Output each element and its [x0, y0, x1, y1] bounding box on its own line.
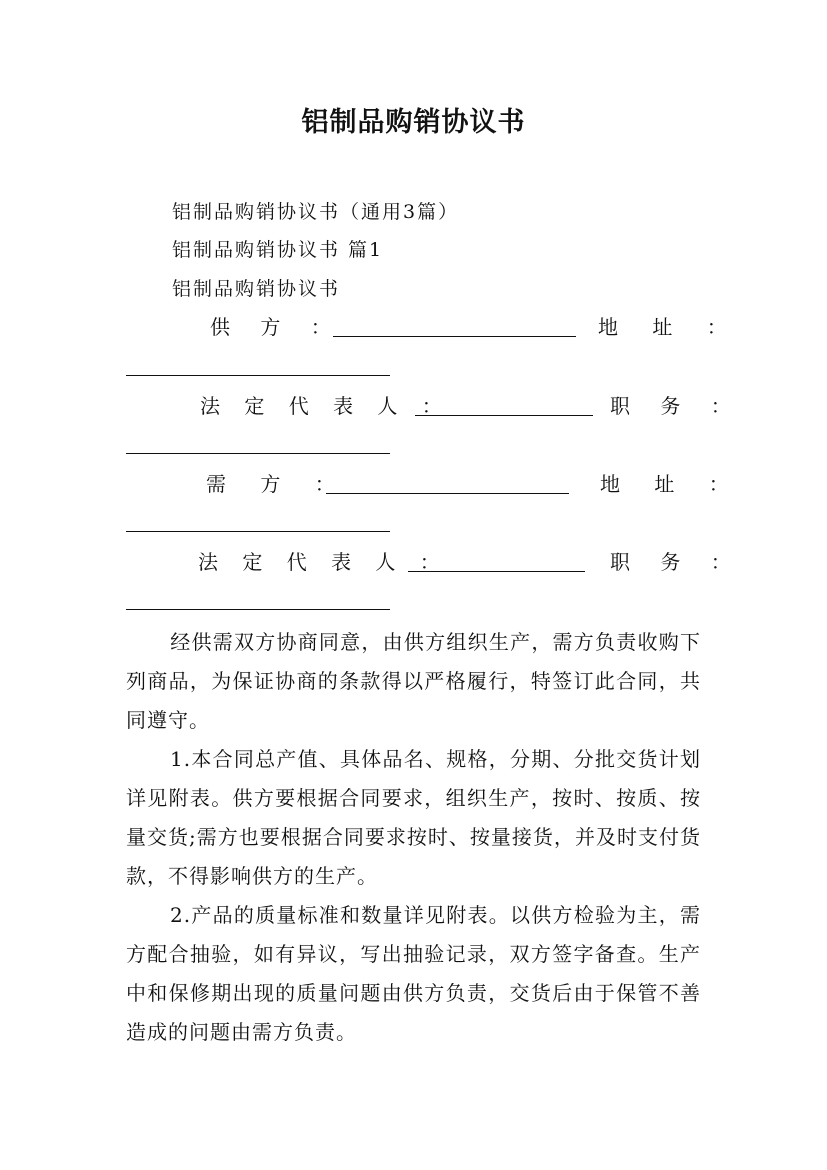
- supplier-rep-blank: [415, 415, 593, 416]
- supplier-rep-label: 法 定 代 表 人 ：: [200, 394, 451, 418]
- buyer-address-blank: [126, 531, 390, 532]
- supplier-position-label: 职 务 ：: [610, 394, 743, 418]
- buyer-rep-label: 法 定 代 表 人 ：: [198, 550, 449, 574]
- supplier-blank: [333, 336, 576, 337]
- supplier-address-blank: [126, 375, 390, 376]
- buyer-rep-row: [126, 547, 743, 577]
- paragraph-clause-2: [126, 896, 701, 1052]
- paragraph-clause-1-text: 1.本合同总产值、具体品名、规格，分期、分批交货计划详见附表。供方要根据合同要求，组织生产，按时、按质、按量交货;需方也要根据合同要求按时、按量接货，并及时支付货款，不得影响供方的生产。: [126, 747, 701, 888]
- supplier-rep-row: [126, 391, 743, 421]
- buyer-rep-blank: [408, 571, 585, 572]
- document-title: 铝制品购销协议书: [301, 107, 526, 138]
- buyer-row: [126, 469, 743, 499]
- supplier-row: [126, 312, 741, 342]
- supplier-address-label: 地 址 ：: [598, 315, 741, 339]
- buyer-label: 需 方 ：: [206, 472, 349, 496]
- paragraph-intro-text: 经供需双方协商同意，由供方组织生产，需方负责收购下列商品，为保证协商的条款得以严格履行，特签订此合同，共同遵守。: [126, 630, 701, 732]
- buyer-address-label: 地 址 ：: [600, 472, 743, 496]
- buyer-position-label: 职 务 ：: [610, 550, 743, 574]
- paragraph-clause-2-text: 2.产品的质量标准和数量详见附表。以供方检验为主，需方配合抽验，如有异议，写出抽验记录，双方签字备查。生产中和保修期出现的质量问题由供方负责，交货后由于保管不善造成的问题由需方负责。: [126, 903, 701, 1044]
- buyer-blank: [326, 493, 569, 494]
- intro-line-1: 铝制品购销协议书（通用3篇）: [172, 201, 460, 223]
- intro-line-3: 铝制品购销协议书: [172, 278, 341, 300]
- buyer-position-blank: [126, 609, 390, 610]
- paragraph-intro: [126, 623, 701, 740]
- supplier-label: 供 方 ：: [210, 315, 343, 339]
- supplier-position-blank: [126, 453, 390, 454]
- intro-line-2: 铝制品购销协议书 篇1: [172, 239, 384, 261]
- paragraph-clause-1: [126, 740, 701, 896]
